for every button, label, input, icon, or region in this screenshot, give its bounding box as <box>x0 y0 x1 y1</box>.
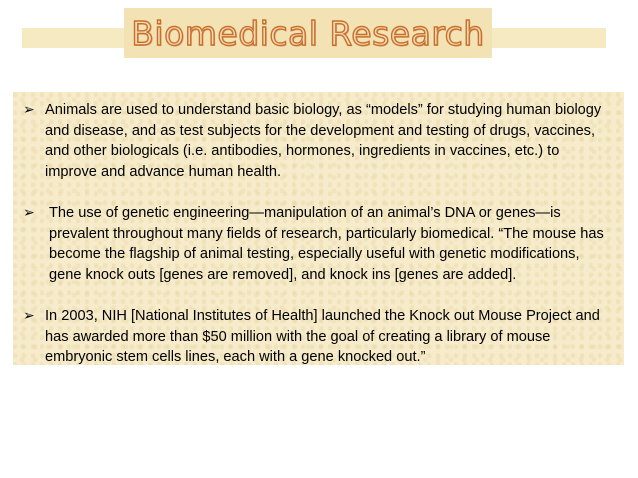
spacer <box>23 285 612 306</box>
bullet-text: The use of genetic engineering—manipulation of an animal’s DNA or genes—is prevalent throughout many fields of research, particularly biomedical. “The mouse has become the flagship of animal testing, especially useful with genetic modifications, gene knock outs [genes are removed], and knock ins [genes are added]. <box>49 205 604 283</box>
bullet-text: In 2003, NIH [National Institutes of Health] launched the Knock out Mouse Project and has awarded more than $50 million with the goal of creating a library of mouse embryonic stem cells lines, each with a gene knocked out.” <box>45 308 600 365</box>
bullet-item <box>23 306 612 368</box>
bullet-item <box>23 100 612 182</box>
content-panel <box>13 92 624 365</box>
arrow-bullet-icon: ➢ <box>23 205 35 221</box>
spacer <box>23 182 612 203</box>
bullet-text: Animals are used to understand basic biology, as “models” for studying human biology and disease, and as test subjects for the development and testing of drugs, vaccines, and other biologicals (i.e. antibodies, hormones, ingredients in vaccines, etc.) to improve and advance human health. <box>45 102 602 180</box>
arrow-bullet-icon: ➢ <box>23 102 35 118</box>
bullet-item <box>23 203 612 285</box>
arrow-bullet-icon: ➢ <box>23 308 35 324</box>
slide-title: Biomedical Research <box>131 13 485 53</box>
